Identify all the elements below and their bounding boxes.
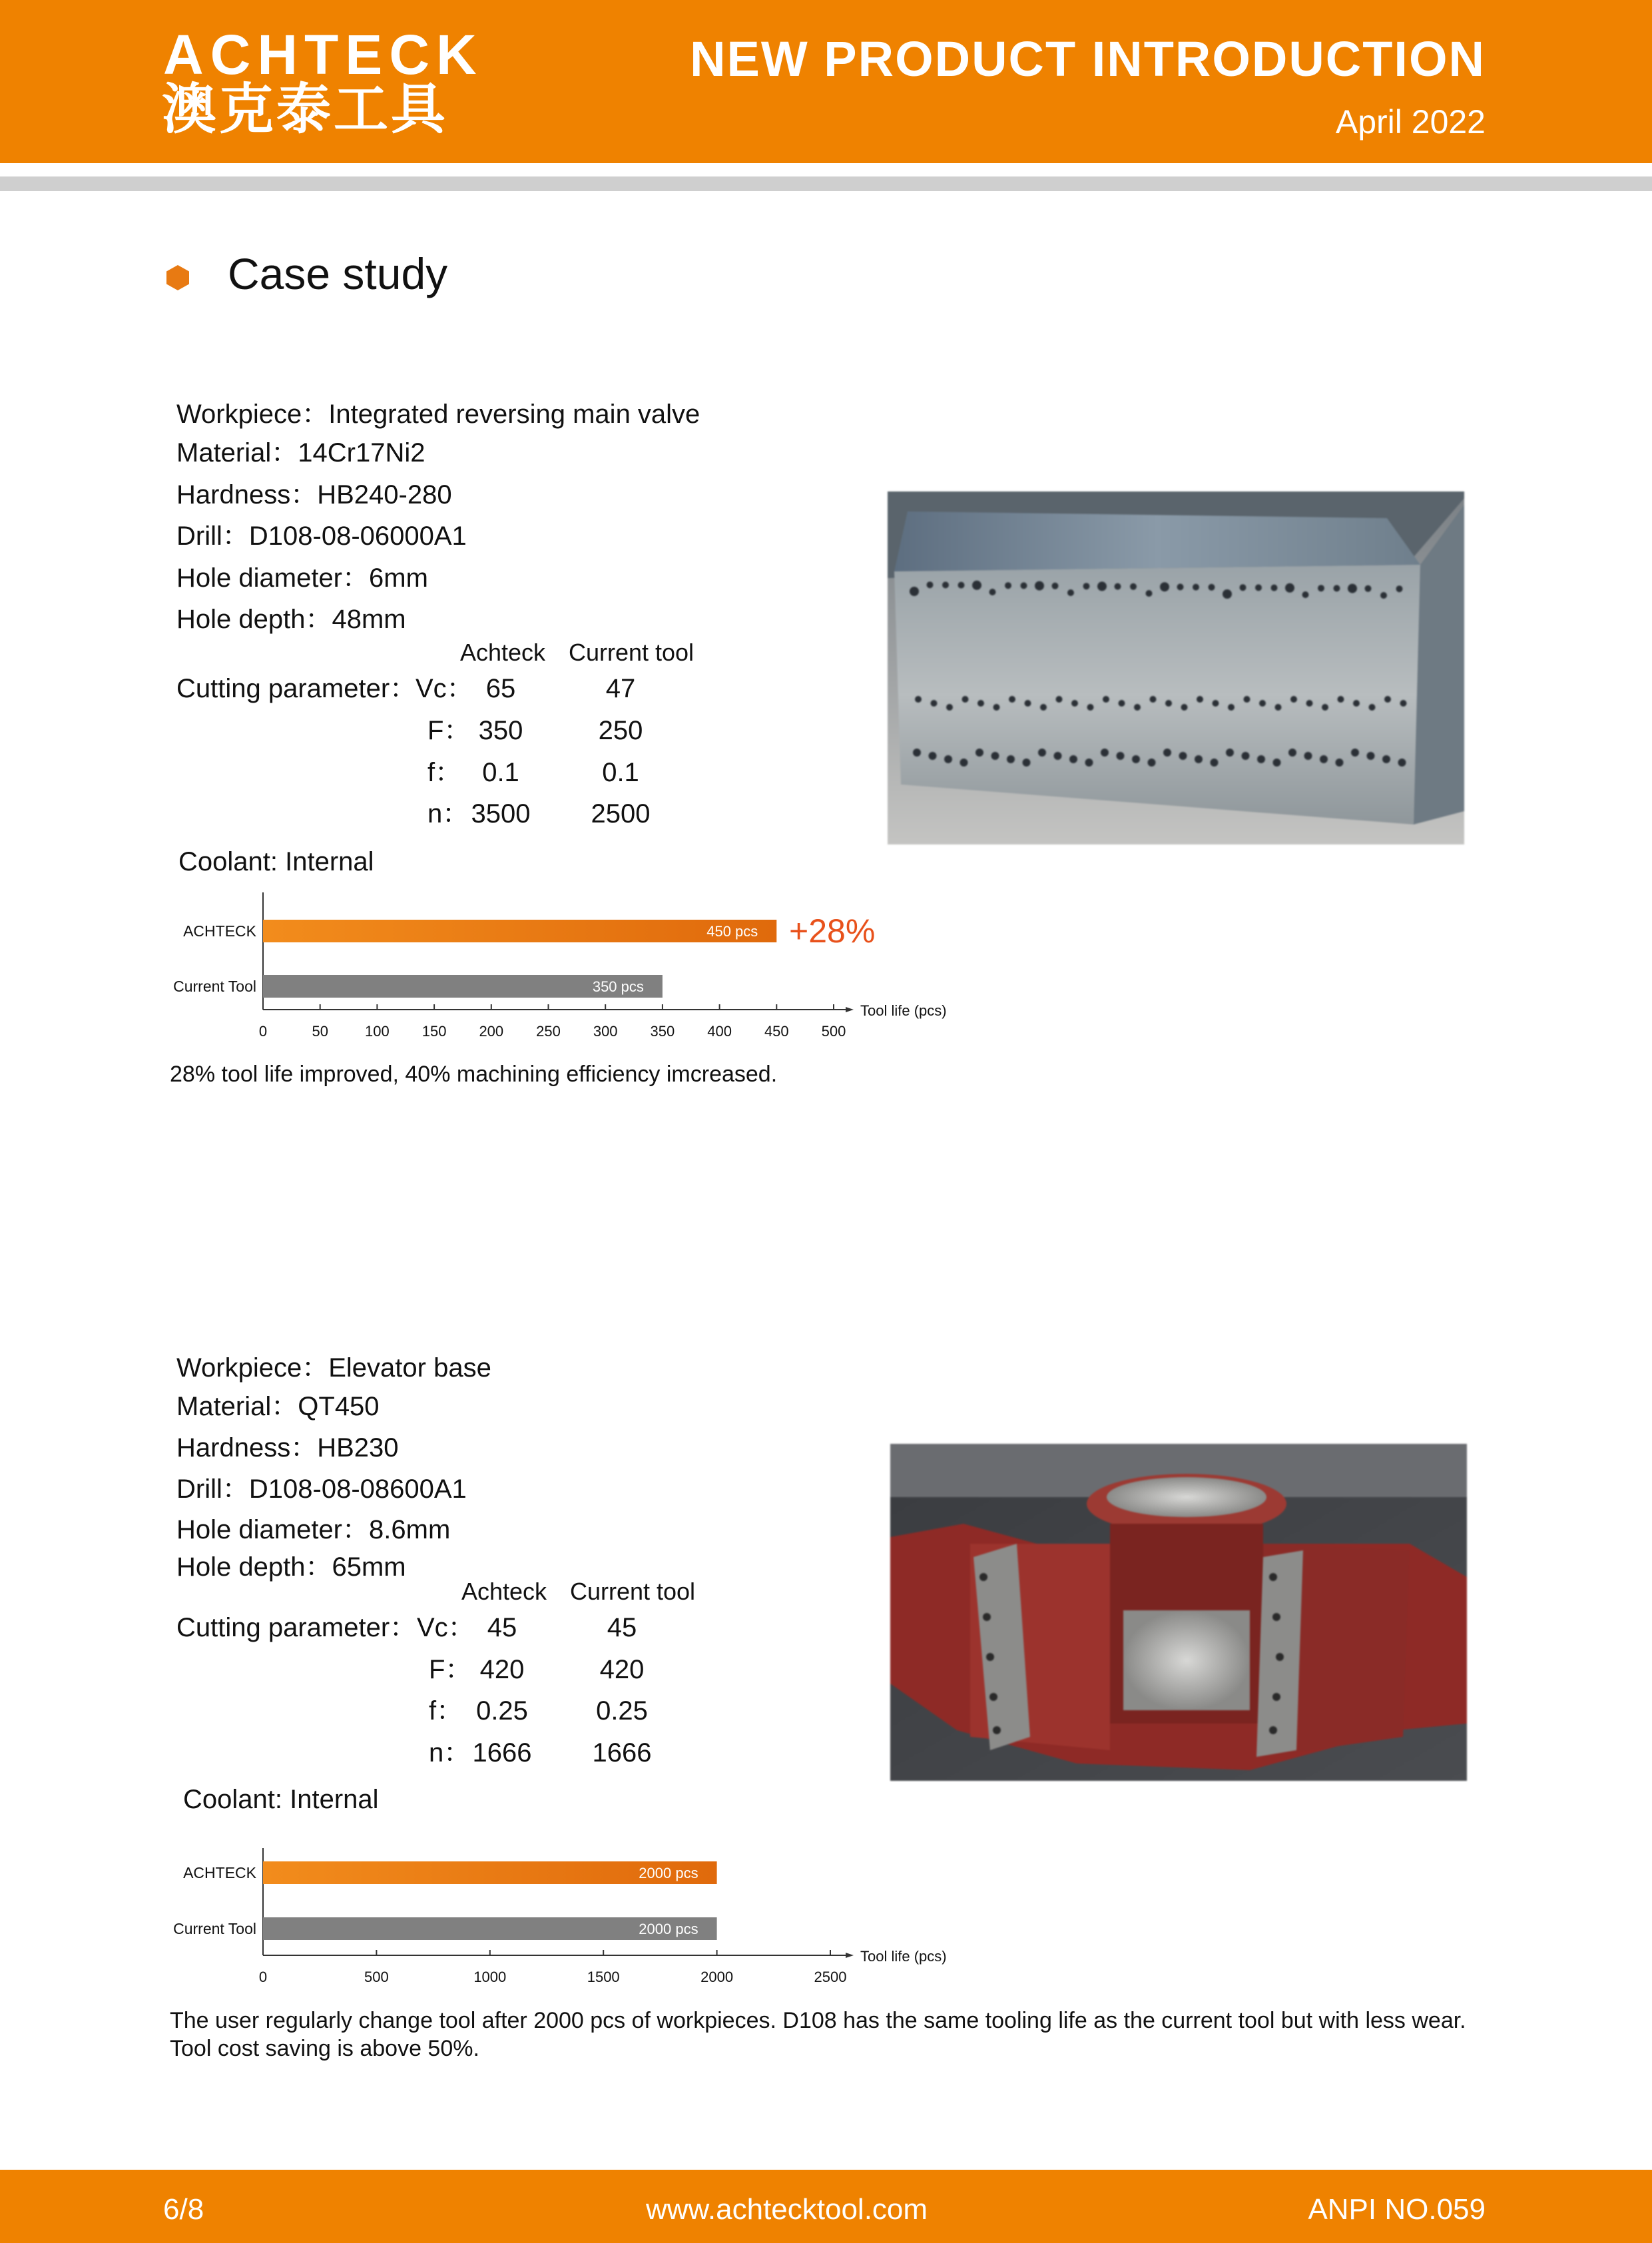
hole-mark xyxy=(1023,759,1031,767)
x-tick-label: 0 xyxy=(258,1023,268,1040)
hole-mark xyxy=(1083,583,1090,589)
case1-spec-hole-depth: Hole depth：48mm xyxy=(176,605,406,634)
case2-spec-hardness: Hardness：HB230 xyxy=(176,1433,399,1462)
hole-mark xyxy=(1336,759,1344,767)
hole-mark xyxy=(1334,585,1340,591)
case1-spec-hardness: Hardness：HB240-280 xyxy=(176,480,452,509)
hole-mark xyxy=(1054,752,1062,760)
x-tick-label: 300 xyxy=(593,1023,618,1040)
hole-mark xyxy=(1211,759,1219,767)
hole-mark xyxy=(1193,584,1199,591)
case2-param-current: 420 xyxy=(599,1655,645,1684)
x-tick-label: 50 xyxy=(312,1023,328,1040)
bar-data-label: 350 pcs xyxy=(592,978,644,995)
hole-mark xyxy=(913,749,921,757)
case2-note-line2: Tool cost saving is above 50%. xyxy=(170,2036,479,2061)
hole-mark xyxy=(1130,583,1137,590)
category-label: Current Tool xyxy=(173,978,256,995)
hole-mark xyxy=(944,755,952,763)
case1-param-achteck: 350 xyxy=(478,716,523,745)
case2-param-current: 0.25 xyxy=(596,1696,648,1726)
logo-text-cn: 澳克泰工具 xyxy=(162,78,449,141)
bar-data-label: 2000 pcs xyxy=(639,1865,698,1881)
hole-mark xyxy=(1275,704,1282,711)
hole-mark xyxy=(1272,1693,1280,1701)
case1-param-name: Vc： xyxy=(415,674,473,703)
case1-spec-hole-diameter: Hole diameter：6mm xyxy=(176,563,428,593)
case1-col-current: Current tool xyxy=(568,639,694,666)
hole-mark xyxy=(1351,749,1359,757)
case2-note-line1: The user regularly change tool after 2000 pcs of workpieces. D108 has the same tooling life as the current tool but with less wear. xyxy=(170,2008,1466,2033)
hole-mark xyxy=(929,752,937,760)
case1-param-name: F： xyxy=(427,716,471,745)
case2-param-name: f： xyxy=(429,1696,463,1726)
hexagon-bullet-icon xyxy=(166,265,189,290)
case1-param-achteck: 65 xyxy=(485,674,516,703)
x-tick-label: 350 xyxy=(650,1023,675,1040)
case2-param-achteck: 1666 xyxy=(472,1738,532,1767)
bar-data-label: 2000 pcs xyxy=(639,1921,698,1937)
case2-col-current: Current tool xyxy=(569,1578,696,1605)
hole-mark xyxy=(1115,583,1121,590)
hole-mark xyxy=(1007,755,1015,763)
hole-mark xyxy=(989,589,996,595)
header-date: April 2022 xyxy=(1335,103,1486,141)
hole-mark xyxy=(1396,585,1403,592)
case1-param-name: f： xyxy=(427,758,462,787)
hole-mark xyxy=(1382,755,1390,763)
x-tick-label: 250 xyxy=(536,1023,561,1040)
case1-param-achteck: 3500 xyxy=(471,799,531,828)
hole-mark xyxy=(1071,700,1078,707)
hole-mark xyxy=(1069,755,1077,763)
hole-mark xyxy=(1398,759,1406,767)
case2-spec-workpiece: Workpiece：Elevator base xyxy=(176,1353,491,1383)
case1-col-achteck: Achteck xyxy=(459,639,546,666)
case2-spec-drill: Drill：D108-08-08600A1 xyxy=(176,1474,467,1504)
hole-mark xyxy=(1195,755,1203,763)
hole-mark xyxy=(989,1693,997,1701)
hole-mark xyxy=(1052,583,1059,589)
x-axis-label: Tool life (pcs) xyxy=(860,1002,947,1019)
page-number: 6/8 xyxy=(163,2193,204,2226)
hole-mark xyxy=(1021,582,1027,589)
x-tick-label: 200 xyxy=(479,1023,504,1040)
case2-param-achteck: 420 xyxy=(479,1655,525,1684)
hole-mark xyxy=(1150,696,1157,703)
case2-note xyxy=(170,2007,1466,2063)
hole-mark xyxy=(946,704,953,711)
x-tick-label: 500 xyxy=(364,1969,389,1985)
hole-mark xyxy=(1269,1726,1277,1734)
case2-param-label: Cutting parameter： xyxy=(176,1613,417,1642)
hole-mark xyxy=(1242,752,1250,760)
case2-param-achteck: 0.25 xyxy=(476,1696,528,1726)
hole-mark xyxy=(1179,752,1187,760)
case2-param-current: 1666 xyxy=(592,1738,652,1767)
hole-mark xyxy=(991,752,999,760)
case2-col-achteck: Achteck xyxy=(461,1578,547,1605)
case2-coolant: Coolant: Internal xyxy=(183,1785,379,1814)
hole-mark xyxy=(1338,696,1344,703)
hole-mark xyxy=(1177,583,1184,590)
logo-text-en: ACHTECK xyxy=(163,23,483,86)
hole-mark xyxy=(1380,592,1387,599)
hole-mark xyxy=(1244,696,1250,703)
hole-mark xyxy=(1384,696,1391,703)
x-tick-label: 0 xyxy=(258,1969,268,1985)
hole-mark xyxy=(1132,755,1140,763)
case1-spec-workpiece: Workpiece：Integrated reversing main valve xyxy=(176,400,700,429)
case2-spec-material: Material：QT450 xyxy=(176,1392,380,1421)
hole-mark xyxy=(915,696,922,703)
hole-mark xyxy=(1257,755,1265,763)
hole-mark xyxy=(910,587,919,596)
case1-tool-life-chart xyxy=(133,886,972,1059)
case2-param-achteck: 45 xyxy=(487,1613,517,1642)
hole-mark xyxy=(1273,759,1281,767)
case2-spec-hole-diameter: Hole diameter：8.6mm xyxy=(176,1515,451,1544)
hole-mark xyxy=(1119,700,1125,707)
hole-mark xyxy=(1240,584,1246,591)
case1-spec-drill: Drill：D108-08-06000A1 xyxy=(176,521,467,551)
hole-mark xyxy=(993,1726,1001,1734)
hole-mark xyxy=(1117,752,1125,760)
case1-param-current: 2500 xyxy=(591,799,651,828)
hole-mark xyxy=(1097,581,1107,591)
hole-mark xyxy=(972,581,981,590)
hole-mark xyxy=(1285,583,1294,593)
hole-mark xyxy=(1025,700,1031,707)
hole-mark xyxy=(979,1573,987,1581)
footer-website-link[interactable]: www.achtecktool.com xyxy=(646,2193,928,2226)
hole-mark xyxy=(1103,696,1109,703)
hole-mark xyxy=(1348,584,1357,593)
hole-mark xyxy=(1322,704,1328,711)
hole-mark xyxy=(1038,749,1046,757)
hole-mark xyxy=(1223,589,1232,599)
hole-mark xyxy=(1259,700,1266,707)
hole-mark xyxy=(1056,696,1063,703)
hole-mark xyxy=(1134,704,1141,711)
header-title: NEW PRODUCT INTRODUCTION xyxy=(690,31,1486,87)
hole-mark xyxy=(1228,704,1235,711)
case1-spec-material: Material：14Cr17Ni2 xyxy=(176,438,425,468)
hole-mark xyxy=(958,582,965,589)
hole-mark xyxy=(1400,700,1407,707)
hole-mark xyxy=(1087,704,1094,711)
header-divider xyxy=(0,176,1652,191)
hole-mark xyxy=(1353,700,1360,707)
x-tick-label: 400 xyxy=(707,1023,732,1040)
hole-mark xyxy=(986,1653,994,1661)
hole-mark xyxy=(962,696,969,703)
hole-mark xyxy=(931,700,938,707)
hole-mark xyxy=(942,581,949,588)
x-tick-label: 2000 xyxy=(700,1969,734,1985)
x-axis-arrow-icon xyxy=(846,1007,854,1012)
hole-mark xyxy=(1148,759,1156,767)
hole-mark xyxy=(1146,590,1153,597)
hole-mark xyxy=(1067,589,1074,596)
x-axis-label: Tool life (pcs) xyxy=(860,1948,947,1965)
case2-param-name: n： xyxy=(429,1738,471,1767)
x-tick-label: 2500 xyxy=(814,1969,847,1985)
hole-mark xyxy=(1035,581,1044,591)
category-label: ACHTECK xyxy=(183,922,256,940)
case1-param-current: 47 xyxy=(605,674,636,703)
hole-mark xyxy=(1165,700,1172,707)
case1-coolant: Coolant: Internal xyxy=(178,847,374,876)
hole-mark xyxy=(1163,749,1171,757)
hole-mark xyxy=(1160,582,1169,591)
case2-param-name: Vc： xyxy=(417,1613,475,1642)
hole-mark xyxy=(1181,704,1188,711)
category-label: ACHTECK xyxy=(183,1864,256,1881)
case1-note: 28% tool life improved, 40% machining efficiency imcreased. xyxy=(170,1062,778,1087)
hole-mark xyxy=(1101,749,1109,757)
hole-mark xyxy=(977,700,984,707)
hole-mark xyxy=(1304,752,1312,760)
hole-mark xyxy=(927,581,934,588)
hole-mark xyxy=(1365,585,1372,592)
hole-mark xyxy=(1367,752,1375,760)
section-title: Case study xyxy=(228,249,448,298)
hole-mark xyxy=(1040,704,1047,711)
hole-mark xyxy=(1302,591,1309,598)
hole-mark xyxy=(1276,1653,1284,1661)
case1-workpiece-photo xyxy=(888,491,1464,844)
hole-mark xyxy=(960,759,968,767)
hole-mark xyxy=(1306,700,1313,707)
case2-workpiece-photo xyxy=(890,1444,1467,1781)
x-tick-label: 450 xyxy=(764,1023,789,1040)
x-tick-label: 1000 xyxy=(473,1969,507,1985)
hole-mark xyxy=(1009,696,1015,703)
hole-mark xyxy=(1005,582,1011,589)
category-label: Current Tool xyxy=(173,1920,256,1937)
case1-improvement-label: +28% xyxy=(789,912,876,950)
hole-mark xyxy=(1318,585,1324,591)
case1-param-name: n： xyxy=(427,799,469,828)
case2-spec-hole-depth: Hole depth：65mm xyxy=(176,1552,406,1582)
x-tick-label: 1500 xyxy=(587,1969,620,1985)
hole-mark xyxy=(1290,696,1297,703)
case2-param-name: F： xyxy=(429,1655,472,1684)
hole-mark xyxy=(1271,585,1278,591)
hole-mark xyxy=(1288,749,1296,757)
hole-mark xyxy=(983,1613,991,1621)
hole-mark xyxy=(975,749,983,757)
bar xyxy=(263,920,776,942)
hole-mark xyxy=(1320,755,1328,763)
hole-mark xyxy=(1369,704,1376,711)
hole-mark xyxy=(1255,584,1262,591)
case1-param-achteck: 0.1 xyxy=(482,758,519,787)
hole-mark xyxy=(1269,1573,1277,1581)
case2-param-current: 45 xyxy=(607,1613,637,1642)
hole-mark xyxy=(1213,700,1219,707)
case2-tool-life-chart xyxy=(133,1828,972,1988)
hole-mark xyxy=(1085,759,1093,767)
hole-mark xyxy=(1272,1613,1280,1621)
hole-mark xyxy=(1197,696,1203,703)
case1-param-current: 0.1 xyxy=(602,758,639,787)
hole-mark xyxy=(1209,584,1215,591)
x-tick-label: 150 xyxy=(421,1023,447,1040)
hole-mark xyxy=(993,704,1000,711)
case1-param-current: 250 xyxy=(598,716,643,745)
footer-doc-code: ANPI NO.059 xyxy=(1308,2193,1486,2226)
bar-data-label: 450 pcs xyxy=(706,923,758,940)
x-tick-label: 500 xyxy=(821,1023,846,1040)
hole-mark xyxy=(1226,749,1234,757)
x-tick-label: 100 xyxy=(365,1023,390,1040)
x-axis-arrow-icon xyxy=(846,1953,854,1958)
case1-param-label: Cutting parameter： xyxy=(176,674,417,703)
